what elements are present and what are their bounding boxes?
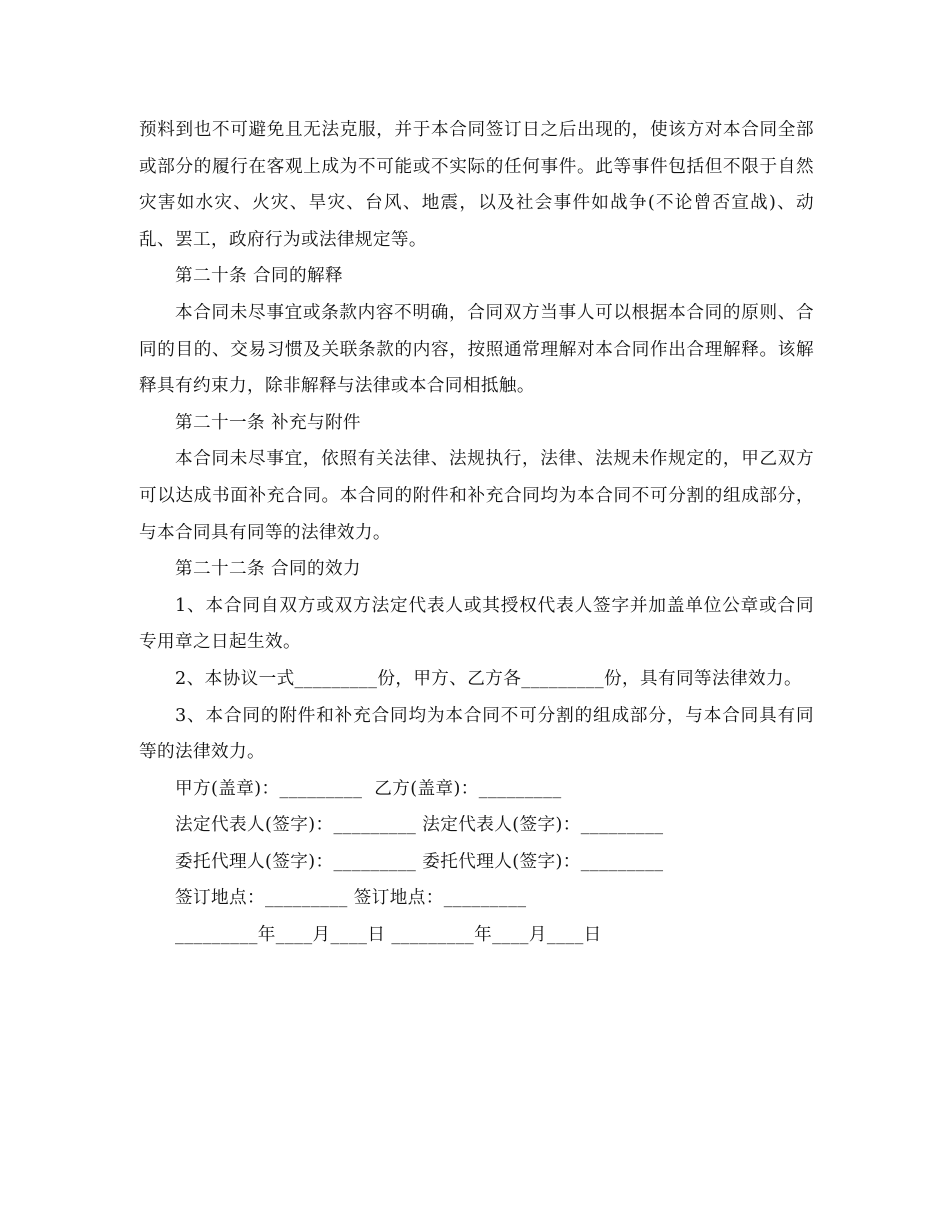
article-20-heading: 第二十条 合同的解释 bbox=[175, 266, 343, 287]
authorized-agent-row: 委托代理人(签字)：_________ 委托代理人(签字)：_________ bbox=[175, 851, 664, 872]
signing-date-row: _________年____月____日 _________年____月____日 bbox=[175, 925, 602, 946]
article-21-body: 本合同未尽事宜，依照有关法律、法规执行，法律、法规未作规定的，甲乙双方可以达成书面补充合同。本合同的附件和补充合同均为本合同不可分割的组成部分，与本合同具有同等的法律效力。 bbox=[139, 449, 814, 543]
legal-representative-row: 法定代表人(签字)：_________ 法定代表人(签字)：_________ bbox=[175, 815, 664, 836]
article-22-item-1: 1、本合同自双方或双方法定代表人或其授权代表人签字并加盖单位公章或合同专用章之日起生效。 bbox=[139, 595, 814, 653]
force-majeure-continuation: 预料到也不可避免且无法克服，并于本合同签订日之后出现的，使该方对本合同全部或部分的履行在客观上成为不可能或不实际的任何事件。此等事件包括但不限于自然灾害如水灾、火灾、旱灾、台风、地震，以及社会事件如战争(不论曾否宣战)、动乱、罢工，政府行为或法律规定等。 bbox=[139, 120, 814, 250]
signing-place-row: 签订地点：_________ 签订地点：_________ bbox=[175, 888, 527, 909]
document-body bbox=[139, 112, 814, 954]
article-20-body: 本合同未尽事宜或条款内容不明确，合同双方当事人可以根据本合同的原则、合同的目的、交易习惯及关联条款的内容，按照通常理解对本合同作出合理解释。该解释具有约束力，除非解释与法律或本合同相抵触。 bbox=[139, 302, 814, 397]
article-22-heading: 第二十二条 合同的效力 bbox=[175, 559, 361, 580]
article-21-heading: 第二十一条 补充与附件 bbox=[175, 412, 361, 433]
article-22-item-2: 2、本协议一式_________份，甲方、乙方各_________份，具有同等法律效力。 bbox=[175, 668, 802, 689]
article-22-item-3: 3、本合同的附件和补充合同均为本合同不可分割的组成部分，与本合同具有同等的法律效力。 bbox=[139, 705, 814, 763]
seal-signature-row: 甲方(盖章)：_________ 乙方(盖章)：_________ bbox=[175, 778, 562, 799]
